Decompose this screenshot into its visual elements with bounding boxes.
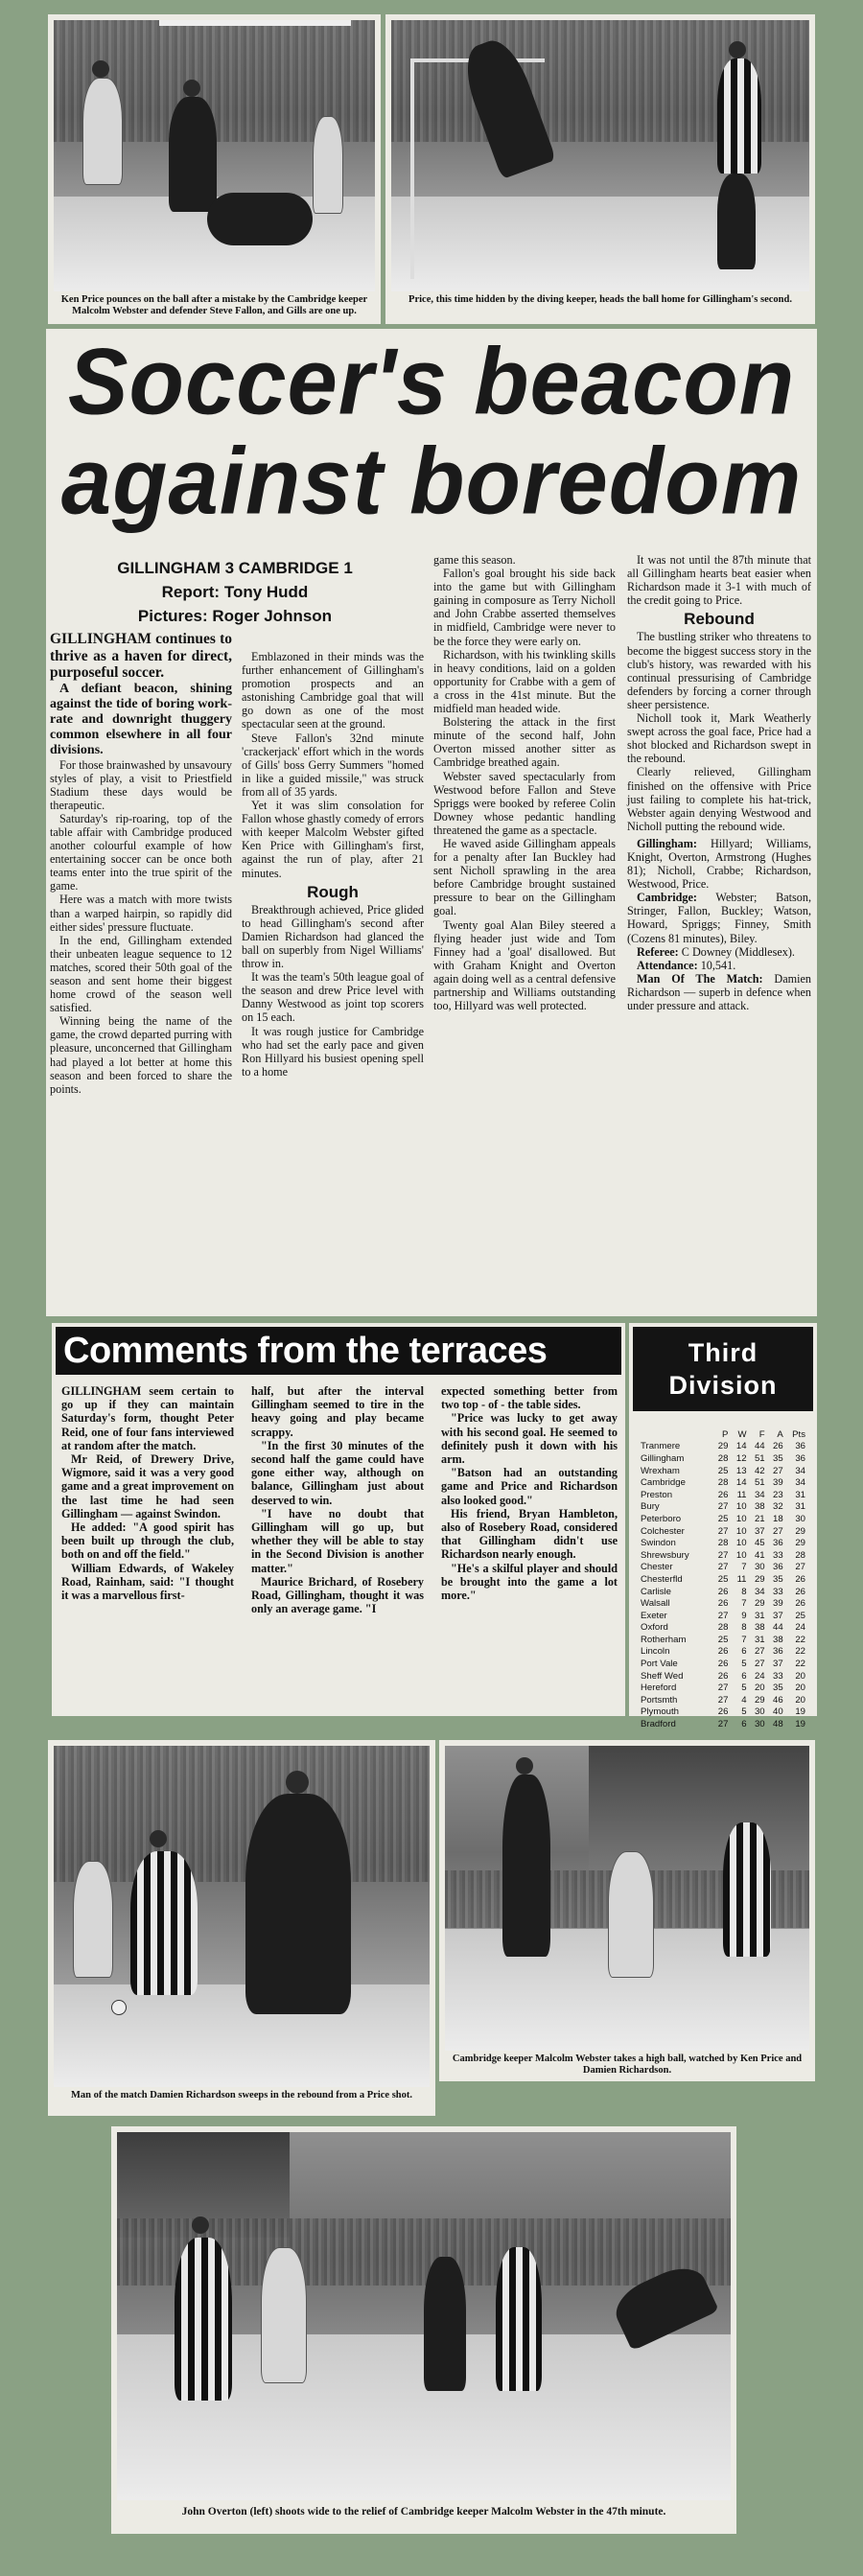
league-stat-cell: 22 (795, 1634, 805, 1645)
league-stat-cell: 38 (754, 1622, 765, 1634)
league-stat-cell: 19 (795, 1706, 805, 1718)
league-stat-cell: 34 (754, 1489, 765, 1500)
league-stat-cell: 19 (795, 1719, 805, 1730)
photo-overton-shoots-wide (117, 2132, 731, 2500)
league-stat-cell: 5 (741, 1706, 747, 1718)
league-row (639, 1610, 807, 1622)
league-title-line-1: Third (688, 1338, 758, 1367)
league-stat-cell: 39 (773, 1598, 783, 1610)
league-header-cell (639, 1428, 711, 1441)
league-team-name: Cambridge (641, 1477, 686, 1489)
league-stat-cell: 36 (773, 1646, 783, 1658)
league-stat-cell: 30 (754, 1562, 765, 1573)
paragraph: William Edwards, of Wakeley Road, Rainham, said: "I thought it was a marvellous first- (61, 1561, 234, 1603)
league-stat-cell: 10 (735, 1525, 747, 1537)
league-stat-cell: 4 (741, 1694, 747, 1706)
league-stat-cell: 26 (795, 1586, 805, 1597)
league-stat-cell: 45 (754, 1538, 765, 1549)
league-stat-cell: 27 (717, 1719, 729, 1730)
league-stat-cell: 29 (754, 1573, 765, 1585)
league-row (639, 1476, 807, 1489)
bottom-photo-panel-wide (111, 2126, 736, 2534)
league-stat-cell: 29 (795, 1538, 805, 1549)
league-stat-cell: 10 (735, 1501, 747, 1513)
league-stat-cell: 34 (795, 1465, 805, 1476)
league-row (639, 1465, 807, 1477)
league-team-name: Tranmere (641, 1441, 681, 1452)
photo-richardson-rebound (54, 1746, 430, 2087)
league-stat-cell: 35 (773, 1683, 783, 1694)
league-stat-cell: 10 (735, 1513, 747, 1524)
league-stat-cell: 28 (717, 1622, 729, 1634)
league-stat-cell: 46 (773, 1694, 783, 1706)
referee-line: Referee: C Downey (Middlesex). (637, 944, 795, 959)
terraces-column-3 (441, 1384, 618, 1602)
league-stat-cell: 42 (754, 1465, 765, 1476)
league-stat-cell: 30 (795, 1513, 805, 1524)
league-stat-cell: 30 (754, 1719, 765, 1730)
caption-photo-1: Ken Price pounces on the ball after a mistake by the Cambridge keeper Malcolm Webster and defender Steve Fallon, and Gills are one up. (60, 294, 368, 316)
top-photo-panel-left (48, 14, 381, 324)
paragraph: A defiant beacon, shining against the tide of boring work-rate and downright thuggery common elsewhere in all four divisions. (50, 681, 232, 757)
league-stat-cell: 44 (773, 1622, 783, 1634)
league-stat-cell: 27 (754, 1659, 765, 1670)
league-stat-cell: 14 (735, 1441, 747, 1452)
main-article (46, 329, 817, 1316)
paragraph: Yet it was slim consolation for Fallon whose ghastly comedy of errors with keeper Malcolm Webster gifted Ken Price with Gillingham's first, against the run of play, after 21 minutes. (242, 799, 424, 880)
paragraph: Fallon's goal brought his side back into the game but with Gillingham gaining in composure as Terry Nicholl and John Crabbe asserted themselves in midfield, Cambridge were never to be the force they were early on. (433, 567, 616, 648)
league-stat-cell: 26 (717, 1598, 729, 1610)
league-stat-cell: 25 (717, 1465, 729, 1476)
league-stat-cell: 24 (795, 1622, 805, 1634)
league-stat-cell: 26 (717, 1489, 729, 1500)
league-header-cell: W (737, 1428, 747, 1440)
league-stat-cell: 29 (754, 1598, 765, 1610)
league-header-cell: Pts (792, 1428, 805, 1440)
terraces-panel (52, 1323, 625, 1716)
league-stat-cell: 28 (717, 1538, 729, 1549)
paragraph: It was the team's 50th league goal of the season and drew Price level with Danny Westwood as joint top scorers on 15 each. (242, 970, 424, 1025)
league-stat-cell: 26 (717, 1706, 729, 1718)
paragraph: GILLINGHAM seem certain to go up if they can maintain Saturday's form, thought Peter Reid, one of four fans interviewed at random after the match. (61, 1384, 234, 1452)
paragraph: Maurice Brichard, of Rosebery Road, Gillingham, thought it was only an average game. "I (251, 1574, 424, 1616)
team-line-cambridge: Cambridge: Webster; Batson, Stringer, Fallon, Buckley; Watson, Howard, Spriggs; Finney, Smith (Cozens 81 minutes), Biley. (627, 891, 811, 945)
article-column-4 (627, 553, 811, 1012)
paragraph: It was not until the 87th minute that all Gillingham hearts beat easier when Richardson made it 3-1 with much of the credit going to Price. (627, 553, 811, 608)
league-stat-cell: 38 (754, 1501, 765, 1513)
league-stat-cell: 31 (795, 1501, 805, 1513)
league-row (639, 1525, 807, 1538)
league-stat-cell: 25 (717, 1513, 729, 1524)
league-team-name: Hereford (641, 1683, 677, 1694)
top-photo-panel-right (385, 14, 815, 324)
league-team-name: Walsall (641, 1598, 670, 1610)
paragraph: "Batson had an outstanding game and Price and Richardson also looked good." (441, 1466, 618, 1507)
league-stat-cell: 9 (741, 1610, 747, 1621)
league-row (639, 1452, 807, 1465)
league-stat-cell: 41 (754, 1549, 765, 1561)
league-row (639, 1658, 807, 1670)
article-column-3 (433, 553, 616, 1012)
league-title-line-2: Division (668, 1371, 778, 1400)
league-stat-cell: 7 (741, 1598, 747, 1610)
pictures-byline: Pictures: Roger Johnson (137, 607, 333, 625)
league-stat-cell: 32 (773, 1501, 783, 1513)
league-row (639, 1694, 807, 1706)
league-stat-cell: 27 (717, 1562, 729, 1573)
terraces-banner-text: Comments from the terraces (63, 1331, 548, 1371)
report-byline: Report: Tony Hudd (161, 583, 309, 601)
subheading-rebound: Rebound (684, 610, 755, 629)
league-stat-cell: 11 (736, 1489, 747, 1500)
league-stat-cell: 22 (795, 1659, 805, 1670)
league-row (639, 1537, 807, 1549)
league-team-name: Chester (641, 1562, 673, 1573)
league-stat-cell: 36 (795, 1441, 805, 1452)
league-stat-cell: 6 (741, 1719, 747, 1730)
paragraph: Saturday's rip-roaring, top of the table affair with Cambridge produced another colourful example of how entertaining soccer can be once both teams enter into the true spirit of the game. (50, 811, 232, 893)
league-team-name: Preston (641, 1489, 673, 1500)
headline-line-2: against boredom (60, 428, 803, 534)
paragraph: Twenty goal Alan Biley steered a flying header just wide and Tom Finney had a 'goal' disallowed. But with Graham Knight and Overton again doing well as a central defensive partnership and Williams outstanding too, Hillyard was well protected. (433, 917, 616, 1013)
league-table (639, 1428, 807, 1730)
league-stat-cell: 28 (717, 1477, 729, 1489)
league-stat-cell: 25 (795, 1610, 805, 1621)
league-header-cell: A (777, 1428, 783, 1440)
league-team-name: Wrexham (641, 1465, 680, 1476)
league-row (639, 1706, 807, 1719)
league-stat-cell: 10 (735, 1549, 747, 1561)
article-column-1 (50, 631, 232, 1096)
league-row (639, 1562, 807, 1574)
league-stat-cell: 27 (773, 1465, 783, 1476)
league-stat-cell: 26 (795, 1598, 805, 1610)
paragraph: Breakthrough achieved, Price glided to head Gillingham's second after Damien Richardson had glanced the ball on superbly from Nigel Williams' throw in. (242, 902, 424, 971)
terraces-banner (56, 1327, 621, 1375)
paragraph: "He's a skilful player and should be brought into the game a lot more." (441, 1561, 618, 1603)
league-stat-cell: 23 (773, 1489, 783, 1500)
league-stat-cell: 26 (773, 1441, 783, 1452)
league-stat-cell: 10 (735, 1538, 747, 1549)
league-stat-cell: 27 (717, 1501, 729, 1513)
league-team-name: Gillingham (641, 1452, 685, 1464)
attendance-line: Attendance: 10,541. (637, 958, 736, 972)
league-row (639, 1646, 807, 1659)
league-row (639, 1597, 807, 1610)
lead-paragraph: GILLINGHAM continues to thrive as a haven for direct, purposeful soccer. (50, 631, 232, 681)
league-stat-cell: 27 (773, 1525, 783, 1537)
match-score: GILLINGHAM 3 CAMBRIDGE 1 (117, 559, 353, 577)
league-stat-cell: 26 (717, 1670, 729, 1682)
league-team-name: Carlisle (641, 1586, 671, 1597)
league-stat-cell: 27 (754, 1646, 765, 1658)
paragraph: In the end, Gillingham extended their unbeaten league sequence to 12 matches, scored their 50th goal of the season and sent home their biggest home crowd of the season well satisfied. (50, 933, 232, 1015)
league-stat-cell: 27 (795, 1562, 805, 1573)
league-row (639, 1489, 807, 1501)
paragraph: It was rough justice for Cambridge who had set the early pace and given Ron Hillyard his busiest opening spell to a home (242, 1024, 424, 1079)
team-line-gillingham: Gillingham: Hillyard; Williams, Knight, Overton, Armstrong (Hughes 81); Nicholl, Crabbe; Richardson, Westwood, Price. (627, 836, 811, 892)
league-stat-cell: 20 (754, 1683, 765, 1694)
paragraph: Richardson, with his twinkling skills in heavy conditions, laid on a golden opportunity for Crabbe with a gem of a cross in the 41st minute. But the midfield man headed wide. (433, 647, 616, 716)
league-stat-cell: 51 (754, 1477, 765, 1489)
league-stat-cell: 31 (754, 1634, 765, 1645)
league-stat-cell: 51 (754, 1452, 765, 1464)
league-stat-cell: 18 (773, 1513, 783, 1524)
bottom-photo-panel-right (439, 1740, 815, 2081)
league-stat-cell: 36 (773, 1562, 783, 1573)
bottom-photo-panel-left (48, 1740, 435, 2116)
league-stat-cell: 34 (795, 1477, 805, 1489)
paragraph: Here was a match with more twists than a warped hairpin, so rapidly did either sides' pressure fluctuate. (50, 893, 232, 934)
league-header-cell: P (722, 1428, 729, 1440)
terraces-column-1 (61, 1384, 234, 1602)
caption-photo-2: Price, this time hidden by the diving keeper, heads the ball home for Gillingham's second. (408, 294, 792, 305)
league-row (639, 1573, 807, 1586)
league-row (639, 1718, 807, 1730)
league-stat-cell: 6 (741, 1670, 747, 1682)
man-of-match-line: Man Of The Match: Damien Richardson — superb in defence when under pressure and attack. (627, 971, 811, 1012)
league-team-name: Bradford (641, 1719, 676, 1730)
photo-price-heads-second (391, 20, 809, 291)
league-stat-cell: 37 (773, 1659, 783, 1670)
subheading-rough: Rough (307, 882, 359, 901)
league-stat-cell: 40 (773, 1706, 783, 1718)
league-stat-cell: 24 (754, 1670, 765, 1682)
league-stat-cell: 44 (754, 1441, 765, 1452)
league-row (639, 1501, 807, 1514)
paragraph: He waved aside Gillingham appeals for a penalty after Ian Buckley had sent Nicholl sprawling in the area before Cambridge brought sustained pressure to bear on the Gillingham goal. (433, 836, 616, 918)
league-team-name: Oxford (641, 1622, 668, 1634)
league-row (639, 1670, 807, 1683)
league-team-name: Peterboro (641, 1513, 682, 1524)
league-stat-cell: 35 (773, 1573, 783, 1585)
caption-photo-3: Man of the match Damien Richardson sweeps in the rebound from a Price shot. (70, 2090, 412, 2100)
league-team-name: Colchester (641, 1525, 685, 1537)
league-team-name: Chesterfld (641, 1573, 683, 1585)
league-team-name: Portsmth (641, 1694, 678, 1706)
league-stat-cell: 25 (717, 1573, 729, 1585)
paragraph: Nicholl took it, Mark Weatherly swept across the goal face, Price had a shot blocked and Richardson swept in the rebound. (627, 711, 811, 766)
paragraph: Webster saved spectacularly from Westwood before Fallon and Steve Spriggs were booked by referee Colin Downey whose pedantic handling threatened the game as a spectacle. (433, 769, 616, 837)
photo-webster-high-ball (445, 1746, 809, 2051)
paragraph: Clearly relieved, Gillingham finished on the offensive with Price just failing to complete his hat-trick, Webster again denying Westwood and Nicholl putting the rebound wide. (627, 765, 811, 833)
league-stat-cell: 27 (717, 1683, 729, 1694)
league-stat-cell: 22 (795, 1646, 805, 1658)
league-stat-cell: 12 (735, 1452, 747, 1464)
league-stat-cell: 25 (717, 1634, 729, 1645)
league-team-name: Rotherham (641, 1634, 687, 1645)
league-team-name: Sheff Wed (641, 1670, 684, 1682)
league-stat-cell: 27 (717, 1694, 729, 1706)
league-stat-cell: 7 (741, 1562, 747, 1573)
league-stat-cell: 26 (717, 1659, 729, 1670)
league-stat-cell: 33 (773, 1549, 783, 1561)
league-stat-cell: 31 (795, 1489, 805, 1500)
league-row (639, 1634, 807, 1646)
paragraph: Steve Fallon's 32nd minute 'crackerjack' effort which in the words of Gills' boss Gerry Summers "homed in like a guided missile," was struck from all of 35 yards. (242, 731, 424, 799)
league-stat-cell: 6 (741, 1646, 747, 1658)
paragraph: Mr Reid, of Drewery Drive, Wigmore, said it was a very good game and a great improvement on the last time he had seen Gillingham — against Swindon. (61, 1452, 234, 1520)
paragraph: He added: "A good spirit has been built up through the club, both on and off the field." (61, 1520, 234, 1562)
league-stat-cell: 36 (773, 1538, 783, 1549)
league-stat-cell: 33 (773, 1586, 783, 1597)
league-stat-cell: 26 (717, 1646, 729, 1658)
league-stat-cell: 37 (754, 1525, 765, 1537)
league-stat-cell: 8 (741, 1586, 747, 1597)
league-stat-cell: 5 (741, 1683, 747, 1694)
league-stat-cell: 28 (717, 1452, 729, 1464)
paragraph: expected something better from two top - of - the table sides. (441, 1384, 618, 1412)
paragraph: "I have no doubt that Gillingham will go up, but whether they will be able to stay in the Second Division is another matter." (251, 1506, 424, 1575)
paragraph: Emblazoned in their minds was the further enhancement of Gillingham's promotion prospects and an astonishing Cambridge goal that will go down as one of the most spectacular seen at the ground. (242, 650, 424, 731)
league-stat-cell: 13 (735, 1465, 747, 1476)
league-stat-cell: 34 (754, 1586, 765, 1597)
league-stat-cell: 26 (717, 1586, 729, 1597)
league-table-header-row (639, 1428, 807, 1441)
league-stat-cell: 27 (717, 1549, 729, 1561)
league-stat-cell: 28 (795, 1549, 805, 1561)
league-stat-cell: 30 (754, 1706, 765, 1718)
league-team-name: Port Vale (641, 1659, 678, 1670)
paragraph: "Price was lucky to get away with his second goal. He seemed to definitely push it down with his arm. (441, 1411, 618, 1467)
league-row (639, 1682, 807, 1694)
paragraph: For those brainwashed by unsavoury styles of play, a visit to Priestfield Stadium these days would be therapeutic. (50, 757, 232, 812)
league-row (639, 1513, 807, 1525)
caption-photo-5: John Overton (left) shoots wide to the relief of Cambridge keeper Malcolm Webster in the 47th minute. (181, 2506, 666, 2518)
article-column-2 (242, 650, 424, 1079)
league-stat-cell: 8 (741, 1622, 747, 1634)
league-stat-cell: 31 (754, 1610, 765, 1621)
league-table-panel (629, 1323, 817, 1730)
league-team-name: Exeter (641, 1610, 667, 1621)
terraces-column-2 (251, 1384, 424, 1615)
league-stat-cell: 37 (773, 1610, 783, 1621)
league-row (639, 1441, 807, 1453)
league-stat-cell: 36 (795, 1452, 805, 1464)
league-stat-cell: 38 (773, 1634, 783, 1645)
paragraph: Bolstering the attack in the first minute of the second half, John Overton missed another sitter as Cambridge breathed again. (433, 715, 616, 770)
paragraph: half, but after the interval Gillingham seemed to tire in the heavy going and play became scrappy. (251, 1384, 424, 1439)
league-stat-cell: 20 (795, 1694, 805, 1706)
league-stat-cell: 33 (773, 1670, 783, 1682)
league-row (639, 1586, 807, 1598)
league-stat-cell: 21 (754, 1513, 765, 1524)
league-stat-cell: 29 (754, 1694, 765, 1706)
league-stat-cell: 29 (717, 1441, 729, 1452)
league-team-name: Lincoln (641, 1646, 670, 1658)
league-stat-cell: 11 (736, 1573, 747, 1585)
league-team-name: Shrewsbury (641, 1549, 689, 1561)
league-team-name: Swindon (641, 1538, 676, 1549)
league-stat-cell: 20 (795, 1683, 805, 1694)
league-stat-cell: 39 (773, 1477, 783, 1489)
league-stat-cell: 27 (717, 1525, 729, 1537)
caption-photo-4: Cambridge keeper Malcolm Webster takes a high ball, watched by Ken Price and Damien Richardson. (452, 2054, 803, 2076)
league-stat-cell: 7 (741, 1634, 747, 1645)
league-stat-cell: 20 (795, 1670, 805, 1682)
league-stat-cell: 48 (773, 1719, 783, 1730)
league-team-name: Bury (641, 1501, 660, 1513)
league-stat-cell: 26 (795, 1573, 805, 1585)
league-stat-cell: 29 (795, 1525, 805, 1537)
league-stat-cell: 27 (717, 1610, 729, 1621)
league-table-header (633, 1327, 813, 1411)
league-team-name: Plymouth (641, 1706, 679, 1718)
league-row (639, 1549, 807, 1562)
league-stat-cell: 5 (741, 1659, 747, 1670)
paragraph: Winning being the name of the game, the crowd departed purring with pleasure, unconcerned that Gillingham had played a lot better at home this season and been forced to share the points. (50, 1014, 232, 1096)
paragraph: The bustling striker who threatens to become the biggest success story in the club's history, was rewarded with his continual pressurising of Cambridge defenders by forcing a corner through sheer persistence. (627, 630, 811, 711)
headline-line-1: Soccer's beacon (67, 328, 796, 434)
league-stat-cell: 14 (735, 1477, 747, 1489)
league-header-cell: F (758, 1428, 765, 1440)
league-stat-cell: 35 (773, 1452, 783, 1464)
paragraph: "In the first 30 minutes of the second half the game could have gone either way, although on balance, Gillingham just about deserved to win. (251, 1438, 424, 1507)
league-row (639, 1622, 807, 1635)
paragraph: His friend, Bryan Hambleton, also of Rosebery Road, considered that Gillingham didn't use Richardson nearly enough. (441, 1506, 618, 1562)
paragraph: game this season. (433, 553, 516, 567)
photo-price-pounces (54, 20, 375, 291)
